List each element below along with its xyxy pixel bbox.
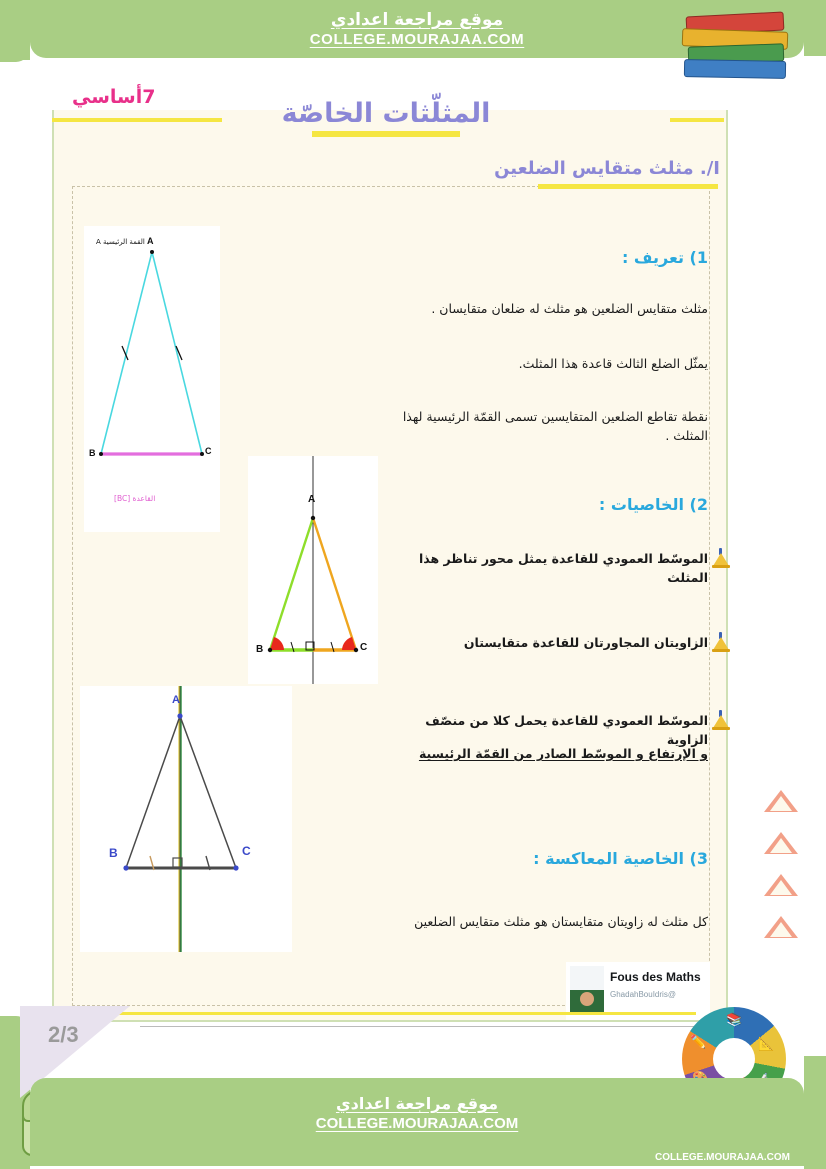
page-title-wrap <box>236 98 536 137</box>
definition-line-3: نقطة تقاطع الضلعين المتقايسين تسمى القمّة الرئيسية لهذا المثلث . <box>402 409 708 443</box>
grade-level-badge: 7أساسي <box>72 86 156 108</box>
page-title: المثلّثات الخاصّة <box>281 98 491 129</box>
footer-site-arabic: موقع مراجعة اعدادي <box>335 1094 499 1113</box>
bottom-divider <box>140 1026 696 1027</box>
left-band-notch <box>0 60 30 1020</box>
section-heading: I/. مثلث متقايس الضلعين <box>494 158 720 179</box>
diagram3-vertex-c-label: C <box>242 844 251 858</box>
books-illustration-icon <box>678 8 798 82</box>
chevron-decor-icon <box>764 916 798 938</box>
bullet-marker-icon <box>712 710 730 730</box>
left-band-top <box>0 0 30 62</box>
diagram-isosceles-symmetry <box>248 456 378 684</box>
social-card-name: Fous des Maths <box>610 970 701 984</box>
diagram1-vertex-b-label: B <box>89 448 96 458</box>
diagram1-vertex-c-label: C <box>205 446 212 456</box>
definition-line-1: مثلث متقايس الضلعين هو مثلث له ضلعان متقايسان . <box>431 301 708 316</box>
diagram1-base-caption: القاعدة [BC] <box>114 494 156 503</box>
footer-corner-url: COLLEGE.MOURAJAA.COM <box>655 1152 790 1163</box>
header-site-arabic: موقع مراجعة اعدادي <box>330 10 504 30</box>
properties-label: 2) الخاصيات : <box>598 495 708 514</box>
diagram1-apex-note: القمة الرئيسية A <box>96 238 145 246</box>
frame-rule-right <box>670 118 724 122</box>
bottom-accent-rule <box>96 1012 696 1015</box>
reciprocal-label: 3) الخاصية المعاكسة : <box>533 849 708 868</box>
right-band-notch <box>804 56 826 1056</box>
diagram1-vertex-a-label: A <box>147 236 154 246</box>
footer-content <box>30 1078 804 1148</box>
property-item-3-line-1: الموسّط العمودي للقاعدة يحمل كلا من منصّف الزاوية <box>425 713 708 747</box>
section-heading-underline <box>538 184 718 189</box>
property-item-3-line-2: و الإرتفاع و الموسّط الصادر من القمّة الرئيسية <box>418 746 708 761</box>
definition-line-2: يمثّل الضلع الثالث قاعدة هذا المثلث. <box>518 356 708 371</box>
diagram2-vertex-a-label: A <box>308 494 316 505</box>
title-underline <box>312 131 460 137</box>
subjects-wheel-icon: 📚 📐 ✏️ <box>682 1007 786 1111</box>
definition-label: 1) تعريف : <box>621 248 708 267</box>
footer-site-url: COLLEGE.MOURAJAA.COM <box>315 1115 519 1132</box>
diagram3-vertex-b-label: B <box>109 846 118 860</box>
chevron-decor-icon <box>764 874 798 896</box>
diagram2-vertex-b-label: B <box>256 644 264 655</box>
avatar <box>570 966 604 1014</box>
diagram-isosceles-bisector <box>80 686 292 952</box>
bullet-marker-icon <box>712 548 730 568</box>
diagram-isosceles-basic <box>84 226 220 532</box>
reciprocal-text: كل مثلث له زاويتان متقايستان هو مثلث متقايس الضلعين <box>414 914 708 929</box>
property-item-2: الزاويتان المجاورتان للقاعدة متقايستان <box>463 635 708 650</box>
header-site-url: COLLEGE.MOURAJAA.COM <box>309 31 525 48</box>
diagram2-vertex-c-label: C <box>360 642 368 653</box>
property-item-1: الموسّط العمودي للقاعدة يمثل محور تناظر هذا المثلث <box>418 551 708 585</box>
bullet-marker-icon <box>712 632 730 652</box>
chevron-decor-icon <box>764 832 798 854</box>
chevron-decor-icon <box>764 790 798 812</box>
frame-rule-left <box>52 118 222 122</box>
diagram3-vertex-a-label: A <box>172 694 180 706</box>
page-number: 2/3 <box>48 1022 79 1047</box>
social-card-handle: @GhadahBouIdris <box>610 990 676 999</box>
